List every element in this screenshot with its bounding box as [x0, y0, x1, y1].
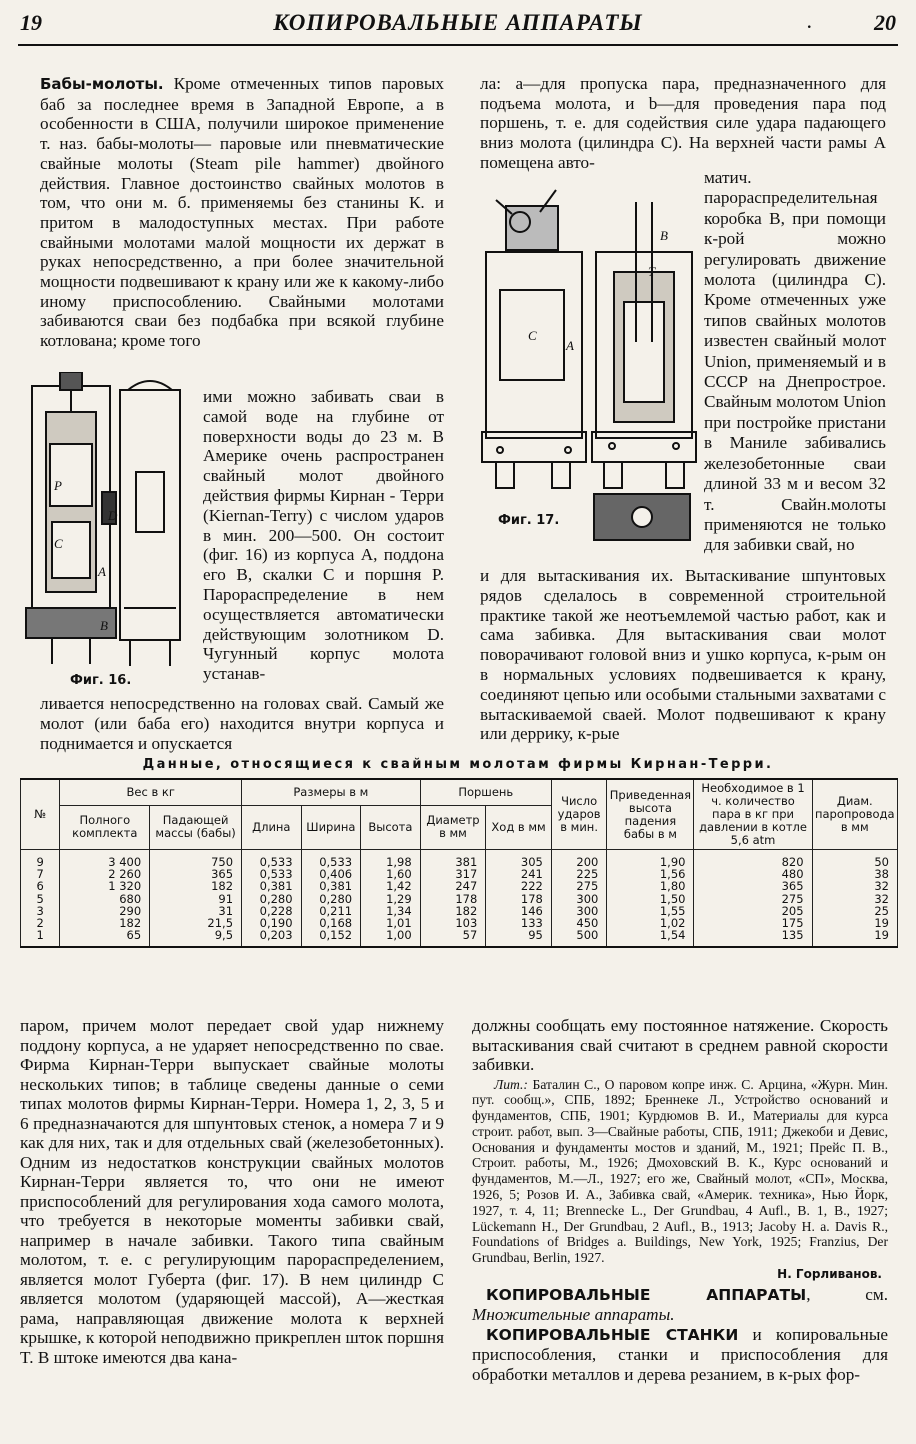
table-row — [21, 880, 898, 892]
left-column-tail-text: ливается непосредственно на головах свай. Самый же молот (или баба его) находится внутри корпуса и поднимается и опускается — [40, 694, 444, 753]
table-cell: 31 — [150, 905, 242, 917]
literature-label: Лит.: — [494, 1076, 528, 1092]
column-header-rate: Число ударов в мин. — [551, 779, 607, 850]
entry-headword: КОПИРОВАЛЬНЫЕ СТАНКИ — [486, 1325, 739, 1344]
figure-label: C — [528, 328, 537, 343]
table-title: Данные, относящиеся к свайным молотам фирмы Кирнан-Терри. — [142, 757, 774, 772]
table-cell: 133 — [486, 917, 552, 929]
table-cell: 225 — [551, 868, 607, 880]
paragraph: должны сообщать ему постоянное натяжение. Скорость вытаскивания свай считают в среднем равной скорости забивки. — [472, 1016, 888, 1074]
left-column-intro — [40, 74, 444, 351]
figure-label: A — [98, 564, 106, 579]
table-cell: 9 — [21, 850, 60, 869]
table-cell: 200 — [551, 850, 607, 869]
table-cell: 2 — [21, 917, 60, 929]
table-row — [21, 917, 898, 929]
column-header-height: Высота — [361, 805, 421, 849]
table-cell: 317 — [420, 868, 486, 880]
table-cell: 7 — [21, 868, 60, 880]
running-header — [18, 8, 898, 42]
table-cell: 178 — [486, 893, 552, 905]
figure-16 — [24, 372, 194, 672]
column-header-piston: Поршень — [420, 779, 551, 805]
figure-label: C — [54, 536, 63, 551]
figure-17 — [476, 182, 704, 546]
author-line — [472, 1266, 888, 1283]
left-column-wrap-text: ими можно забивать сваи в самой воде на глубине от поверхности воды до 23 м. В Америке очень распространен свайный молот двойного действия фирмы Кирнан - Терри (Kiernan-Terry) с числом ударов в мин. 200—500. Он состоит (фиг. 16) из корпуса A, поддона его B, скалки C и поршня P. Парораспределение в нем осуществляется автоматически действующим золотником D. Чугунный корпус молота устанав- — [203, 387, 444, 684]
table-cell: 1,60 — [361, 868, 421, 880]
column-header-no: № — [21, 779, 60, 850]
table-cell: 305 — [486, 850, 552, 869]
column-header-stroke: Ход в мм — [486, 805, 552, 849]
table-cell: 365 — [694, 880, 812, 892]
column-header-length: Длина — [242, 805, 302, 849]
entry-copying-apparatus — [472, 1285, 888, 1325]
table-cell: 275 — [551, 880, 607, 892]
table-cell: 0,152 — [301, 929, 361, 947]
table-cell: 182 — [60, 917, 150, 929]
table-cell: 1,80 — [607, 880, 694, 892]
table-cell: 0,533 — [242, 868, 302, 880]
table-cell: 5 — [21, 893, 60, 905]
table-cell: 1,55 — [607, 905, 694, 917]
table-cell: 19 — [812, 917, 897, 929]
table-cell: 247 — [420, 880, 486, 892]
table-cell: 32 — [812, 880, 897, 892]
entry-text: и копировальные приспособления, станки и приспособления для обработки металлов и дерева резанием, в к-рых фор- — [472, 1324, 888, 1384]
table-cell: 290 — [60, 905, 150, 917]
table-cell: 1,34 — [361, 905, 421, 917]
paragraph-text: Кроме отмеченных типов паровых баб за последнее время в Западной Европе, а в особенности в США, получили широкое применение т. наз. бабы-молоты— паровые или пневматические свайные молоты (Steam pile hammer) двойного действия. Главное достоинство свайных молотов в том, что они м. б. применяемы без станины К. и притом в малодоступных местах. При работе свайными молотами малой мощности их держат в руках непосредственно, а при более значительной мощности подвешивают к крану или же к какому-либо иному приспособлению. Свайными молотами забиваются сваи без подбабка при всякой глубине котлована; кроме того — [40, 74, 444, 351]
table-cell: 480 — [694, 868, 812, 880]
table-cell: 9,5 — [150, 929, 242, 947]
table-row — [21, 929, 898, 947]
entry-cross-reference: Множительные аппараты. — [472, 1305, 675, 1325]
hammer-data-table — [20, 778, 898, 948]
bottom-left-text: паром, причем молот передает свой удар нижнему поддону корпуса, а не ударяет непосредственно по свае. Фирма Кирнан-Терри выпускает свайные молоты нескольких типов; в таблице сведены данные о семи типах молотов фирмы Кирнан-Терри. Номера 1, 2, 3, 5 и 6 предназначаются для шпунтовых стенок, а номера 7 и 9 как для них, так и для отдельных свай (железобетонных). Одним из недостатков конструкции свайных молотов Кирнан-Терри является то, что они не имеют приспособлений для регулирования хода самого молота, что требуется в некоторые моменты забивки свай, например в начале забивки. Такого типа свайным молотом, т. е. с регулирующим парораспределением, является молот Губерта (фиг. 17). В нем цилиндр C является молотом (ударяющей массой), A—жесткая рама, направляющая движение молота к верхней крышке, к которой неподвижно прикреплен шток поршня T. В штоке имеются два кана- — [20, 1016, 445, 1367]
column-header-pipe: Диам. паропровода в мм — [812, 779, 897, 850]
table-cell: 25 — [812, 905, 897, 917]
table-cell: 1 320 — [60, 880, 150, 892]
page-number-right: 20 — [874, 10, 896, 35]
table-cell: 241 — [486, 868, 552, 880]
table-cell: 182 — [420, 905, 486, 917]
table-cell: 21,5 — [150, 917, 242, 929]
table-cell: 500 — [551, 929, 607, 947]
figure-16-caption: Фиг. 16. — [70, 673, 132, 688]
right-column-wrap-text: матич. парораспределительная коробка B, при помощи к-рой можно регулировать движение молота (цилиндра C). Кроме отмеченных уже типов свайных молотов известен свайный молот Union, применяемый и в СССР на Днепрострое. Свайным молотом Union при постройке пристани в Маниле забивались железобетонные сваи длиной 33 м и весом 32 т. Свайн.молоты применяются не только для забивки свай, но — [704, 168, 886, 555]
table-cell: 1,29 — [361, 893, 421, 905]
figure-label: D — [108, 508, 118, 523]
table-cell: 38 — [812, 868, 897, 880]
entry-headword: КОПИРОВАЛЬНЫЕ АППАРАТЫ — [486, 1285, 807, 1304]
table-cell: 3 400 — [60, 850, 150, 869]
table-row — [21, 850, 898, 869]
header-rule — [18, 44, 898, 46]
table-cell: 135 — [694, 929, 812, 947]
table-cell: 205 — [694, 905, 812, 917]
literature-text: Баталин С., О паровом копре инж. С. Арцина, «Журн. Мин. пут. сообщ.», СПБ, 1892; Бреннеке Л., Устройство оснований и фундаментов, СПБ, 1901; Курдюмов В. И., Материалы для курса строит. работ, вып. 3—Свайные работы, СПБ, 1911; Джекоби и Девис, Основания и фундаменты мостов и зданий, М., 1921; Прейс П. В., Строит. работы, М., 1926; Дмоховский В. К., Курс оснований и фундаментов, М.—Л., 1927; его же, Свайный молот, «СП», Москва, 1926, 5; Розов И. А., Забивка свай, «Америк. техника», Нью Йорк, 1927, т. 4, 11; Brennecke L., Der Grundbau, 4 Aufl., B. 1, B., 1927; Lückemann H., Der Grundbau, 2 Aufl., B., 1913; Jacoby H. a. Davis R., Foundations of Bridges a. Buildings, New York, 1925; Franzius, Der Grundbau, Berlin, 1927. — [472, 1076, 888, 1266]
author: Н. Горливанов. — [777, 1267, 882, 1282]
figure-17-caption: Фиг. 17. — [498, 513, 560, 528]
table-cell: 57 — [420, 929, 486, 947]
table-cell: 0,190 — [242, 917, 302, 929]
table-cell: 1,54 — [607, 929, 694, 947]
column-header-falling: Падающей массы (бабы) — [150, 805, 242, 849]
table-cell: 50 — [812, 850, 897, 869]
column-header-diameter: Диаметр в мм — [420, 805, 486, 849]
header-dot: . — [806, 8, 812, 33]
table-cell: 103 — [420, 917, 486, 929]
table-cell: 95 — [486, 929, 552, 947]
entry-copying-machines — [472, 1325, 888, 1385]
table-cell: 1,98 — [361, 850, 421, 869]
column-header-width: Ширина — [301, 805, 361, 849]
right-column-tail-text: и для вытаскивания их. Вытаскивание шпунтовых рядов сделалось в современной строительной практике такой же неотъемлемой частью работ, как и сама забивка. Для вытаскивания сваи молот поворачивают головой вниз и ушко корпуса, к-рым он в нормальных условиях подвешивается к крану, соединяют цепью или особыми стальными захватами с вытаскиваемой сваей. Молот подвешивают к крану или деррику, к-рые — [480, 566, 886, 744]
table-cell: 65 — [60, 929, 150, 947]
table-cell: 175 — [694, 917, 812, 929]
table-row — [21, 893, 898, 905]
table-cell: 365 — [150, 868, 242, 880]
table-cell: 2 260 — [60, 868, 150, 880]
table-cell: 0,381 — [242, 880, 302, 892]
table-cell: 1,01 — [361, 917, 421, 929]
table-cell: 680 — [60, 893, 150, 905]
table-cell: 0,533 — [301, 850, 361, 869]
table-cell: 1,90 — [607, 850, 694, 869]
table-cell: 450 — [551, 917, 607, 929]
table-cell: 0,168 — [301, 917, 361, 929]
entry-text: , см. — [806, 1284, 888, 1304]
page-number-left: 19 — [20, 10, 42, 35]
table-cell: 1,02 — [607, 917, 694, 929]
table-cell: 750 — [150, 850, 242, 869]
table-cell: 300 — [551, 905, 607, 917]
table-cell: 19 — [812, 929, 897, 947]
table-cell: 222 — [486, 880, 552, 892]
figure-label: A — [566, 338, 574, 353]
table-cell: 1,50 — [607, 893, 694, 905]
table-cell: 91 — [150, 893, 242, 905]
bottom-right-column — [472, 1016, 888, 1384]
table-cell: 178 — [420, 893, 486, 905]
table-cell: 3 — [21, 905, 60, 917]
table-cell: 1,42 — [361, 880, 421, 892]
table-cell: 146 — [486, 905, 552, 917]
table-cell: 0,280 — [301, 893, 361, 905]
column-header-dims: Размеры в м — [242, 779, 421, 805]
table-cell: 1,56 — [607, 868, 694, 880]
table-cell: 6 — [21, 880, 60, 892]
column-header-fall: Приведенная высота падения бабы в м — [607, 779, 694, 850]
table-cell: 0,406 — [301, 868, 361, 880]
column-header-weight: Вес в кг — [60, 779, 242, 805]
table-cell: 0,203 — [242, 929, 302, 947]
section-lead: Бабы-молоты. — [40, 75, 164, 93]
table-cell: 275 — [694, 893, 812, 905]
table-cell: 820 — [694, 850, 812, 869]
table-cell: 300 — [551, 893, 607, 905]
table-cell: 0,280 — [242, 893, 302, 905]
table-cell: 0,211 — [301, 905, 361, 917]
figure-label: B — [660, 228, 668, 243]
figure-label: B — [100, 618, 108, 633]
table-cell: 1,00 — [361, 929, 421, 947]
figure-label: T — [648, 264, 656, 279]
right-column-top-text: ла: a—для пропуска пара, предназначенного для подъема молота, и b—для проведения пара под поршень, т. е. для содействия силе удара падающего вниз молота (цилиндра C). На верхней части рамы A помещена авто- — [480, 74, 886, 172]
table-cell: 0,381 — [301, 880, 361, 892]
table-cell: 32 — [812, 893, 897, 905]
table-cell: 1 — [21, 929, 60, 947]
column-header-full: Полного комплекта — [60, 805, 150, 849]
paragraph — [40, 74, 444, 351]
running-title: КОПИРОВАЛЬНЫЕ АППАРАТЫ — [273, 10, 643, 35]
table-cell: 0,533 — [242, 850, 302, 869]
literature — [472, 1077, 888, 1267]
figure-label: P — [54, 478, 62, 493]
column-header-steam: Необходимое в 1 ч. количество пара в кг при давлении в котле 5,6 atm — [694, 779, 812, 850]
table-cell: 381 — [420, 850, 486, 869]
table-cell: 0,228 — [242, 905, 302, 917]
table-cell: 182 — [150, 880, 242, 892]
